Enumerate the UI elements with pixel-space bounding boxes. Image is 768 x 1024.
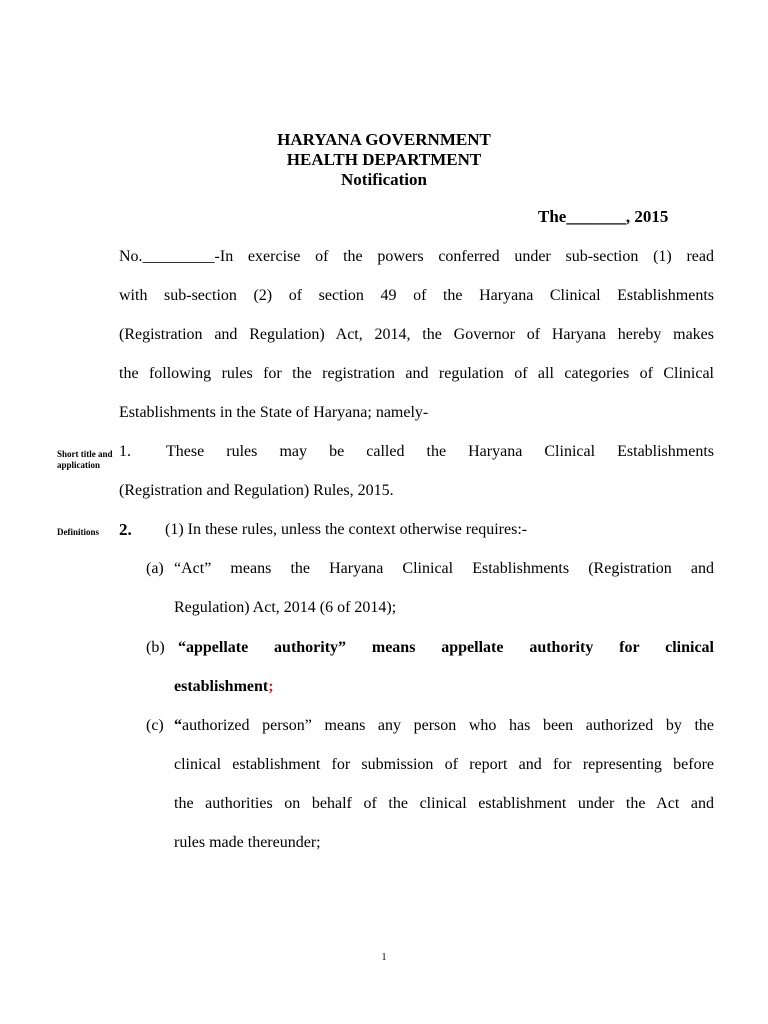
definition-c xyxy=(146,706,714,862)
preamble-line: No._________-In exercise of the powers conferred under sub-section (1) read xyxy=(119,248,714,265)
definition-b-line-1 xyxy=(146,628,714,667)
preamble-line: (Registration and Regulation) Act, 2014, the Governor of Haryana hereby makes xyxy=(119,326,714,343)
margin-note-definitions: Definitions xyxy=(57,527,100,537)
preamble-line: with sub-section (2) of section 49 of the Haryana Clinical Establishments xyxy=(119,287,714,304)
preamble-paragraph xyxy=(119,237,714,432)
rule-1-text: These rules may be called the Haryana Clinical Establishments xyxy=(166,443,714,460)
definition-b-text-2: establishment xyxy=(174,678,269,695)
rule-2-intro-line xyxy=(119,510,714,549)
header-notification: Notification xyxy=(341,170,427,189)
definition-b-punct: ; xyxy=(268,678,274,695)
rule-1-number: 1. xyxy=(119,443,131,460)
definition-c-line-1 xyxy=(146,706,714,745)
page-number: 1 xyxy=(381,952,387,963)
definition-c-line-3: the authorities on behalf of the clinical establishment under the Act and xyxy=(174,795,714,812)
date-line: The_______, 2015 xyxy=(538,207,669,226)
rule-1-line-2: (Registration and Regulation) Rules, 2015. xyxy=(119,482,394,499)
definition-b-label: (b) xyxy=(146,639,165,656)
definition-b-line-2 xyxy=(146,667,714,706)
definition-a xyxy=(146,549,714,627)
definition-a-text: “Act” means the Haryana Clinical Establishments (Registration and xyxy=(174,560,714,577)
definition-b-text: “appellate authority” means appellate authority for clinical xyxy=(178,639,714,656)
preamble-line: the following rules for the registration and regulation of all categories of Clinical xyxy=(119,365,714,382)
definition-c-line-4: rules made thereunder; xyxy=(174,834,321,851)
rule-1 xyxy=(119,432,714,510)
header-department: HEALTH DEPARTMENT xyxy=(286,150,482,169)
rule-2 xyxy=(119,510,714,549)
definition-a-label: (a) xyxy=(146,560,164,577)
definition-a-line-1 xyxy=(146,549,714,588)
definition-c-label: (c) xyxy=(146,717,164,734)
margin-note-short-title: Short title and application xyxy=(57,449,113,470)
definition-a-line-2: Regulation) Act, 2014 (6 of 2014); xyxy=(174,599,397,616)
rule-2-intro: (1) In these rules, unless the context otherwise requires:- xyxy=(165,521,528,538)
header-government: HARYANA GOVERNMENT xyxy=(277,130,491,149)
definition-c-line-2: clinical establishment for submission of report and for representing before xyxy=(174,756,714,773)
definition-c-quote: “ xyxy=(174,717,182,734)
definition-c-text: authorized person” means any person who has been authorized by the xyxy=(182,717,714,734)
preamble-line: Establishments in the State of Haryana; namely- xyxy=(119,404,429,421)
rule-2-number: 2. xyxy=(119,520,132,539)
definition-b xyxy=(146,628,714,706)
rule-1-line-1 xyxy=(119,432,714,471)
